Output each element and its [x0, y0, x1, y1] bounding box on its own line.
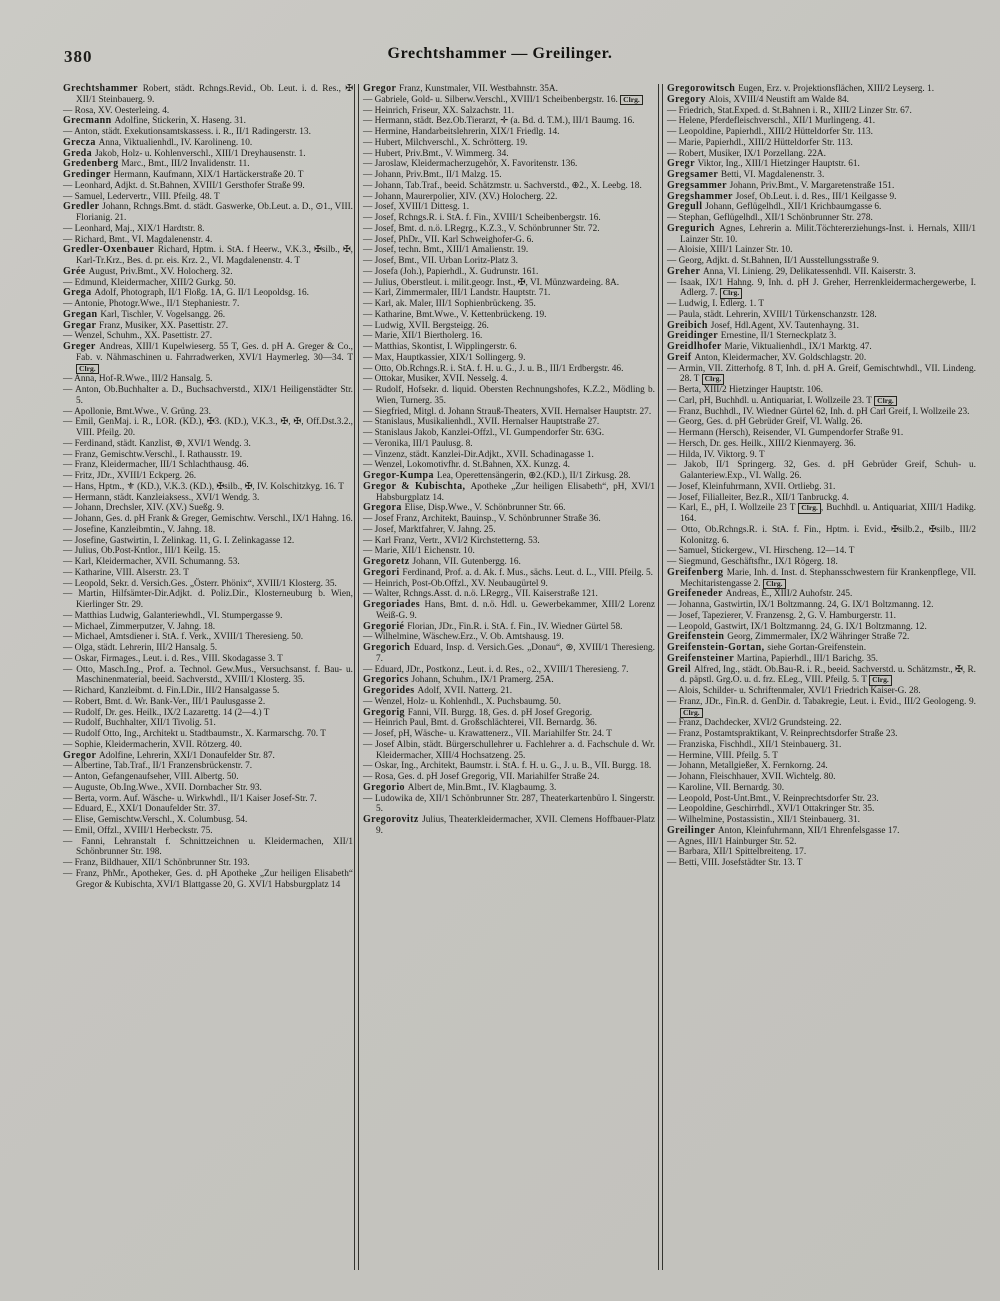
directory-entry: — Josef, Bmt. d. n.ö. LRegrg., K.Z.3., V. Schönbrunner Str. 72.	[363, 223, 600, 234]
directory-entry: — Veronika, III/1 Paulusg. 8.	[363, 438, 473, 449]
directory-entry: — Leonhard, Adjkt. d. St.Bahnen, XVIII/1 Gersthofer Straße 99.	[63, 180, 305, 191]
directory-entry: Gregsamer Betti, VI. Magdalenenstr. 3.	[667, 169, 825, 180]
directory-entry: — Hermann, städt. Bez.Ob.Tierarzt, ✛ (a. Bd. d. T.M.), III/1 Baumg. 16.	[363, 116, 635, 127]
entry-surname: Greidinger	[667, 330, 721, 342]
directory-entry: Gredenberg Marc., Bmt., III/2 Invalidenstr. 11.	[63, 158, 250, 170]
entry-surname: Gregull	[667, 201, 706, 213]
directory-entry: — Hersch, Dr. ges. Heilk., XIII/2 Kienmayerg. 36.	[667, 438, 856, 449]
directory-entry: — Anton, städt. Exekutionsamtskassess. i. R., II/1 Radingerstr. 13.	[63, 127, 311, 137]
directory-entry: — Sophie, Kleidermacherin, XVII. Rötzerg. 40.	[63, 739, 243, 750]
directory-entry: — Matthias Ludwig, Galanteriewhdl., VI. Stumpergasse 9.	[63, 610, 283, 621]
directory-entry: — Stanislaus, Musikalienhdl., XVII. Hernalser Hauptstraße 27.	[363, 417, 600, 428]
directory-entry: — Franz, Bildhauer, XII/1 Schönbrunner Str. 193.	[63, 858, 250, 868]
entry-surname: Gredler-Oxenbauer	[63, 244, 158, 256]
directory-entry: — Auguste, Ob.Ing.Wwe., XVII. Dornbacher Str. 93.	[63, 782, 262, 793]
directory-entry: Gregorié Florian, JDr., Fin.R. i. StA. f. Fin., IV. Wiedner Gürtel 58.	[363, 620, 623, 632]
page-header-title: Grechtshammer — Greilinger.	[387, 45, 613, 62]
directory-entry: Gregorovitz Julius, Theaterkleidermacher, XVII. Clemens Hoffbauer-Platz 9.	[363, 814, 655, 836]
directory-entry: Grechtshammer Robert, städt. Rchngs.Revid., Ob. Leut. i. d. Res., ✠ XII/1 Steinbauerg. 9.	[63, 83, 353, 105]
directory-entry: — Carl, pH, Buchhdl. u. Antiquariat, I. Wollzeile 23. T Clrg.	[667, 396, 976, 407]
directory-entry: — Oskar, Firmages., Leut. i. d. Res., VIII. Skodagasse 3. T	[63, 653, 283, 664]
directory-entry: Greifenberg Marie, Inh. d. Inst. d. Stephansschwestern für Krankenpflege, VII. Mechitaristengasse 2. Clrg.	[667, 566, 976, 589]
directory-entry: Gregori Ferdinand, Prof. a. d. Ak. f. Mus., sächs. Leut. d. L., VIII. Pfeilg. 5.	[363, 566, 653, 578]
directory-entry: — Oskar, Ing., Architekt, Baumstr. i. StA. f. H. u. G., J. u. B., VII. Burgg. 18.	[363, 761, 652, 772]
entry-surname: Grée	[63, 265, 89, 277]
directory-entry: — Karoline, VII. Bernardg. 30.	[667, 782, 785, 793]
directory-entry: — Josef, PhDr., VII. Karl Schweighofer-G. 6.	[363, 234, 534, 245]
directory-entry: Gregora Elise, Disp.Wwe., V. Schönbrunner Str. 66.	[363, 502, 566, 514]
directory-entry: — Stanislaus Jakob, Kanzlei-Offzl., VI. Gumpendorfer Str. 63G.	[363, 428, 605, 438]
directory-entry: Gregory Alois, XVIII/4 Neustift am Walde 84.	[667, 93, 849, 105]
directory-entry: Greifenstein-Gortan, siehe Gortan-Greifenstein.	[667, 642, 867, 653]
directory-entry: — Karl, Kleidermacher, XVII. Schumanng. 53.	[63, 557, 240, 567]
directory-entry: — Richard, Bmt., VI. Magdalenenstr. 4.	[63, 234, 213, 245]
directory-entry: Gregorio Albert de, Min.Bmt., IV. Klagbaumg. 3.	[363, 781, 557, 793]
directory-entry: Greifenstein Georg, Zimmermaler, IX/2 Währinger Straße 72.	[667, 631, 910, 643]
directory-entry: Gregor-Kumpa Lea, Operettensängerin, ⊕2.(KD.), II/1 Zirkusg. 28.	[363, 470, 631, 481]
entry-surname: Gregoriades	[363, 599, 425, 610]
directory-entry: — Michael, Zimmerputzer, V. Jahng. 18.	[63, 621, 216, 632]
directory-entry: — Josef, Marktfahrer, V. Jahng. 25.	[363, 524, 496, 535]
directory-entry: — Robert, Musiker, IX/1 Porzellang. 22A.	[667, 148, 826, 159]
directory-entry: — Betti, VIII. Josefstädter Str. 13. T	[667, 858, 803, 868]
entry-surname: Gregoretz	[363, 556, 413, 567]
directory-entry: — Hermine, Handarbeitslehrerin, XIX/1 Friedlg. 14.	[363, 127, 560, 137]
directory-entry: — Wilhelmine, Wäschew.Erz., V. Ob. Amtshausg. 19.	[363, 632, 564, 643]
directory-entry: — Leopoldine, Papierhdl., XIII/2 Hütteldorfer Str. 113.	[667, 127, 873, 137]
directory-entry: Greda Jakob, Holz- u. Kohlenverschl., XIII/1 Dreyhausenstr. 1.	[63, 147, 306, 159]
directory-entry: — Hans, Hptm., ⚜ (KD.), V.K.3. (KD.), ✠silb., ✠, IV. Kolschitzkyg. 16. T	[63, 481, 344, 492]
directory-entry: — Franz, Dachdecker, XVI/2 Grundsteing. 22.	[667, 718, 842, 729]
directory-entry: — Josef Franz, Architekt, Bauinsp., V. Schönbrunner Straße 36.	[363, 514, 601, 524]
directory-entry: — Wilhelmine, Postassistin., XII/1 Steinbauerg. 31.	[667, 815, 860, 825]
directory-entry: — Leonhard, Maj., XIX/1 Hardtstr. 8.	[63, 223, 205, 234]
directory-entry: — Otto, Ob.Rchngs.R. i. StA. f. H. u. G., J. u. B., III/1 Erdbergstr. 46.	[363, 363, 624, 374]
directory-entry: — Josefa (Joh.), Papierhdl., X. Gudrunstr. 161.	[363, 266, 539, 277]
directory-entry: — Agnes, III/1 Hainburger Str. 52.	[667, 836, 797, 847]
directory-entry: — Walter, Rchngs.Asst. d. n.ö. LRegrg., VII. Kaiserstraße 121.	[363, 589, 598, 600]
entry-surname: Gregor & Kubischta,	[363, 480, 471, 492]
directory-entry: — Stephan, Geflügelhdl., XII/1 Schönbrunner Str. 278.	[667, 213, 873, 223]
entry-surname: Gregr	[667, 158, 698, 170]
directory-entry: — Hermann, städt. Kanzleiaksess., XVI/1 Wendg. 3.	[63, 492, 260, 503]
entry-surname: Grega	[63, 287, 95, 299]
directory-entry: — Georg, Ges. d. pH Gebrüder Greif, VI. Wallg. 26.	[667, 417, 863, 428]
column-divider-2	[658, 84, 663, 1270]
entry-surname: Greifensteiner	[667, 652, 737, 664]
entry-surname: Greher	[667, 265, 704, 277]
directory-entry: — Ferdinand, städt. Kanzlist, ⊛, XVI/1 Wendg. 3.	[63, 438, 251, 449]
directory-entry: — Franz, Kleidermacher, III/1 Schlachthausg. 46.	[63, 460, 249, 471]
entry-surname: Gregshammer	[667, 190, 736, 202]
directory-entry: — Wenzel, Schuhm., XX. Pasettistr. 27.	[63, 331, 213, 342]
directory-entry: — Josef, techn. Bmt., XIII/1 Amalienstr. 19.	[363, 245, 529, 256]
directory-entry: — Heinrich, Post-Ob.Offzl., XV. Neubaugürtel 9.	[363, 578, 548, 589]
directory-entry: Gredinger Hermann, Kaufmann, XIX/1 Hartäckerstraße 20. T	[63, 169, 304, 180]
directory-entry: — Albertine, Tab.Traf., II/1 Franzensbrückenstr. 7.	[63, 761, 253, 772]
entry-surname: Gregorio	[363, 781, 408, 793]
directory-entry: — Richard, Kanzleibmt. d. Fin.LDir., III/2 Hansalgasse 5.	[63, 686, 280, 696]
directory-entry: Gregr Viktor, Ing., XIII/1 Hietzinger Hauptstr. 61.	[667, 158, 860, 170]
directory-entry: — Apollonie, Bmt.Wwe., V. Grüng. 23.	[63, 406, 211, 417]
entry-surname: Greifenstein-Gortan,	[667, 642, 768, 653]
directory-entry: — Leopoldine, Geschirrhdl., XVI/1 Ottakringer Str. 35.	[667, 804, 875, 815]
directory-entry: Grecza Anna, Viktualienhdl., IV. Karolineng. 10.	[63, 136, 253, 148]
entry-surname: Grechtshammer	[63, 83, 143, 94]
entry-surname: Gredler	[63, 201, 103, 213]
directory-entry: Grecmann Adolfine, Stickerin, X. Haseng. 31.	[63, 115, 246, 127]
directory-entry: Gregorig Fanni, VII. Burgg. 18, Ges. d. pH Josef Gregorig.	[363, 706, 593, 718]
directory-entry: Gregurich Agnes, Lehrerin a. Milit.Töchtererziehungs-Inst. i. Hernals, XIII/1 Lainzer Str. 10.	[667, 222, 976, 245]
directory-entry: — Gabriele, Gold- u. Silberw.Verschl., XVIII/1 Scheibenbergstr. 16. Clrg.	[363, 95, 655, 106]
directory-entry: Greidinger Ernestine, II/1 Sterneckplatz 3.	[667, 330, 837, 342]
directory-entry: — Franz, Postamtspraktikant, V. Reinprechtsdorfer Straße 23.	[667, 729, 898, 739]
directory-entry: — Anton, Ob.Buchhalter a. D., Buchsachverstd., XIX/1 Heiligenstädter Str. 5.	[63, 385, 353, 406]
directory-entry: — Antonie, Photogr.Wwe., II/1 Stephaniestr. 7.	[63, 299, 240, 309]
column-divider-1	[354, 84, 359, 1270]
directory-entry: — Siegfried, Mitgl. d. Johann Strauß-Theaters, XVII. Hernalser Hauptstr. 27.	[363, 406, 652, 417]
directory-entry: — Josef, Kleinfuhrmann, XVII. Ortliebg. 31.	[667, 481, 836, 492]
directory-entry: — Hermine, VIII. Pfeilg. 5. T	[667, 750, 778, 761]
directory-entry: — Olga, städt. Lehrerin, III/2 Hansalg. 5.	[63, 643, 218, 653]
directory-entry: — Franz, Gemischtw.Verschl., I. Rathausstr. 19.	[63, 449, 243, 460]
directory-entry: — Emil, Offzl., XVIII/1 Herbeckstr. 75.	[63, 825, 213, 836]
directory-entry: Grega Adolf, Photograph, II/1 Floßg. 1A, G. II/1 Leopoldsg. 16.	[63, 287, 309, 299]
directory-entry: — Samuel, Stickergew., VI. Hirscheng. 12—14. T	[667, 546, 855, 557]
directory-entry: — Helene, Pferdefleischverschl., XII/1 Murlingeng. 41.	[667, 116, 876, 127]
clearing-badge: Clrg.	[720, 288, 743, 299]
directory-entry: Gregull Johann, Geflügelhdl., XII/1 Krichbaumgasse 6.	[667, 201, 882, 213]
directory-entry: — Leopold, Gastwirt, IX/1 Boltzmanng. 24, G. IX/1 Boltzmanng. 12.	[667, 621, 927, 632]
entry-surname: Gregorics	[363, 674, 412, 686]
entry-surname: Gregorié	[363, 620, 408, 632]
entry-surname: Gregar	[63, 319, 100, 331]
directory-entry: Gregan Karl, Tischler, V. Vogelsangg. 26.	[63, 308, 226, 320]
directory-entry: — Franz, JDr., Fin.R. d. GenDir. d. Tabakregie, Leut. i. Evid., III/2 Geologeng. 9. Clrg.	[667, 696, 976, 717]
directory-entry: Greif Anton, Kleidermacher, XV. Goldschlagstr. 20.	[667, 351, 867, 363]
directory-entry: — Julius, Oberstleut. i. milit.geogr. Inst., ✠, VI. Münzwardeing. 8A.	[363, 277, 620, 288]
entry-surname: Gregorovitz	[363, 814, 423, 825]
directory-entry: Gregor Franz, Kunstmaler, VII. Westbahnstr. 35A.	[363, 83, 558, 94]
directory-entry: — Ludwig, I. Edlerg. 1. T	[667, 299, 765, 309]
directory-entry: — Heinrich, Friseur, XX. Salzachstr. 11.	[363, 105, 515, 116]
directory-entry: — Heinrich Paul, Bmt. d. Großschlächterei, VII. Bernardg. 36.	[363, 718, 598, 729]
directory-entry: — Max, Hauptkassier, XIX/1 Sollingerg. 9.	[363, 352, 526, 363]
directory-entry: — Josef, pH, Wäsche- u. Krawattenerz., VII. Mariahilfer Str. 24. T	[363, 729, 612, 739]
directory-entry: — Hubert, Priv.Bmt., V. Wimmerg. 34.	[363, 148, 509, 159]
directory-entry: Greher Anna, VI. Linieng. 29, Delikatessenhdl. VII. Kaiserstr. 3.	[667, 265, 916, 277]
directory-entry: — Karl, Zimmermaler, III/1 Landstr. Hauptstr. 71.	[363, 288, 551, 299]
directory-entry: — Julius, Ob.Post-Kntlor., III/1 Keilg. 15.	[63, 546, 221, 557]
directory-entry: — Aloisie, XIII/1 Lainzer Str. 10.	[667, 245, 793, 256]
directory-entry: — Johann, Metallgießer, X. Fernkorng. 24.	[667, 761, 828, 772]
directory-entry: — Jaroslaw, Kleidermacherzugehör, X. Favoritenstr. 136.	[363, 159, 578, 170]
directory-entry: — Josef, XVIII/1 Dittesg. 1.	[363, 202, 470, 213]
directory-entry: — Edmund, Kleidermacher, XIII/2 Gurkg. 50.	[63, 277, 236, 288]
directory-entry: — Marie, XII/1 Biertholerg. 16.	[363, 331, 483, 342]
clearing-badge: Clrg.	[702, 374, 725, 385]
directory-entry: — Leopold, Sekr. d. Versich.Ges. „Österr. Phönix“, XVIII/1 Klosterg. 35.	[63, 578, 337, 589]
entry-surname: Gregorides	[363, 685, 418, 696]
directory-entry: Gredler-Oxenbauer Richard, Hptm. i. StA. f Heerw., V.K.3., ✠silb., ✠, Karl-Tr.Krz., Bes. d. pr. eis. Krz. 2., VI. Magdalenenstr. 4. T	[63, 244, 353, 266]
directory-entry: — Emil, GenMaj. i. R., LOR. (KD.), ✠3. (KD.), V.K.3., ✠, ✠, Off.Dst.3.2., VIII. Pfeilg. 20.	[63, 417, 353, 438]
clearing-badge: Clrg.	[620, 95, 643, 106]
directory-entry: — Vinzenz, städt. Kanzlei-Dir.Adjkt., XVII. Schadinagasse 1.	[363, 449, 594, 460]
directory-entry: — Rudolf Otto, Ing., Architekt u. Stadtbaumstr., X. Karmarschg. 70. T	[63, 729, 326, 739]
directory-entry: — Ludowika de, XII/1 Schönbrunner Str. 287, Theaterkartenbüro I. Singerstr. 5.	[363, 793, 655, 815]
directory-entry: Gregoretz Johann, VII. Gutenbergg. 16.	[363, 556, 521, 567]
entry-surname: Gregor	[63, 749, 100, 761]
directory-entry: — Franz, Buchhdl., IV. Wiedner Gürtel 62, Inh. d. pH Carl Greif, I. Wollzeile 23.	[667, 406, 970, 417]
directory-entry: — Rudolf, Dr. ges. Heilk., IX/2 Lazarettg. 14 (2—4.) T	[63, 707, 270, 718]
directory-column-3	[667, 84, 976, 869]
entry-surname: Gregor-Kumpa	[363, 470, 437, 481]
directory-entry: — Josef, Tapezierer, V. Franzensg. 2, G. V. Hamburgerstr. 11.	[667, 610, 896, 621]
directory-entry: — Robert, Bmt. d. Wr. Bank-Ver., III/1 Paulusgasse 2.	[63, 696, 266, 707]
directory-entry: Greidlhofer Marie, Viktualienhdl., IX/1 Marktg. 47.	[667, 341, 872, 352]
directory-entry: — Anton, Gefangenaufseher, VIII. Albertg. 50.	[63, 772, 239, 782]
directory-entry: — Anna, Hof-R.Wwe., III/2 Hansalg. 5.	[63, 374, 213, 385]
directory-entry: — Karl, ak. Maler, III/1 Sophienbrückeng. 35.	[363, 299, 536, 309]
directory-entry: — Josefine, Gastwirtin, I. Zelinkag. 11, G. I. Zelinkagasse 12.	[63, 535, 295, 546]
directory-column-1	[63, 84, 353, 890]
directory-entry: Gredler Johann, Rchngs.Bmt. d. städt. Gaswerke, Ob.Leut. a. D., ⊙1., VIII. Florianig. 21.	[63, 201, 353, 223]
directory-entry: — Elise, Gemischtw.Verschl., X. Columbusg. 54.	[63, 815, 248, 825]
directory-entry: — Fanni, Lehranstalt f. Schnittzeichnen u. Kleidermachen, XII/1 Schönbrunner Str. 198.	[63, 836, 353, 858]
directory-entry: — Hubert, Milchverschl., X. Schrötterg. 19.	[363, 137, 528, 148]
directory-entry: — Johann, Fleischhauer, XVII. Wichtelg. 80.	[667, 772, 836, 782]
directory-entry: — Wenzel, Lokomotivfhr. d. St.Bahnen, XX. Kunzg. 4.	[363, 460, 570, 471]
directory-entry: — Eduard, JDr., Postkonz., Leut. i. d. Res., ○2., XVIII/1 Theresieng. 7.	[363, 664, 629, 675]
directory-entry: — Fritz, JDr., XVIII/1 Eckperg. 26.	[63, 471, 197, 481]
entry-surname: Gredinger	[63, 169, 114, 180]
directory-entry: — Leopold, Post-Unt.Bmt., V. Reinprechtsdorfer Str. 23.	[667, 793, 879, 804]
directory-entry: — Otto, Masch.Ing., Prof. a. Technol. Gew.Mus., Versuchsanst. f. Bau- u. Maschinenmaterial, beeid. Sachverstd., XVIII/1 Klosterg. 35.	[63, 664, 353, 686]
directory-entry: — Berta, vorm. Auf. Wäsche- u. Wirkwhdl., II/1 Kaiser Josef-Str. 7.	[63, 793, 317, 804]
directory-entry: — Katharine, VIII. Alserstr. 23. T	[63, 567, 189, 578]
directory-entry: Gregar Franz, Musiker, XX. Pasettistr. 27.	[63, 319, 229, 331]
directory-entry: — Berta, XIII/2 Hietzinger Hauptstr. 106.	[667, 385, 823, 395]
directory-entry: — Wenzel, Holz- u. Kohlenhdl., X. Puchsbaumg. 50.	[363, 696, 561, 707]
directory-entry: — Otto, Ob.Rchngs.R. i. StA. f. Fin., Hptm. i. Evid., ✠silb.2., ✠silb., III/2 Kolonitzg. 6.	[667, 524, 976, 546]
entry-surname: Gregsammer	[667, 179, 730, 191]
clearing-badge: Clrg.	[798, 503, 821, 514]
directory-entry: Greil Alfred, Ing., städt. Ob.Bau-R. i. R., beeid. Sachverstd. u. Schätzmstr., ✠, R. d. päpstl. Grg.O. u. d. frz. ELeg., VIII. Pfeilg. 5. T Clrg.	[667, 663, 977, 686]
directory-entry: — Johann, Maurerpolier, XIV. (XV.) Holocherg. 22.	[363, 191, 558, 202]
entry-surname: Gregorig	[363, 706, 408, 718]
directory-entry: — Friedrich, Stat.Exped. d. St.Bahnen i. R., XIII/2 Linzer Str. 67.	[667, 105, 912, 116]
directory-entry: — Johann, Drechsler, XIV. (XV.) Sueßg. 9.	[63, 503, 224, 514]
directory-entry: — Katharine, Bmt.Wwe., V. Kettenbrückeng. 19.	[363, 309, 547, 320]
entry-surname: Greidlhofer	[667, 341, 725, 352]
directory-entry: — Paula, städt. Lehrerin, XVIII/1 Türkenschanzstr. 128.	[667, 309, 877, 320]
directory-column-2	[363, 84, 655, 837]
directory-entry: — Ludwig, XVII. Bergsteigg. 26.	[363, 320, 489, 331]
directory-entry: — Isaak, IX/1 Hahng. 9, Inh. d. pH J. Greher, Herrenkleidermachergewerbe, I. Adlerg. 7. Clrg.	[667, 277, 976, 299]
directory-entry: — Johann, Priv.Bmt., II/1 Malzg. 15.	[363, 170, 502, 180]
directory-entry: Gregorics Johann, Schuhm., IX/1 Pramerg. 25A.	[363, 674, 554, 686]
entry-surname: Greifenstein	[667, 631, 728, 643]
directory-entry: — Rudolf, Buchhalter, XII/1 Tivolig. 51.	[63, 718, 216, 729]
directory-entry: — Michael, Amtsdiener i. StA. f. Verk., XVIII/1 Theresieng. 50.	[63, 632, 304, 643]
directory-entry: — Alois, Schilder- u. Schriftenmaler, XVI/1 Friedrich Kaiser-G. 28.	[667, 686, 921, 696]
directory-entry: — Franziska, Fischhdl., XII/1 Steinbauerg. 31.	[667, 739, 842, 750]
directory-entry: Greilinger Anton, Kleinfuhrmann, XII/1 Ehrenfelsgasse 17.	[667, 824, 900, 836]
clearing-badge: Clrg.	[874, 396, 897, 407]
directory-entry: Grée August, Priv.Bmt., XV. Holocherg. 32.	[63, 265, 233, 277]
entry-surname: Gregori	[363, 566, 403, 578]
directory-entry: — Ottokar, Musiker, XVII. Nesselg. 4.	[363, 374, 508, 385]
directory-entry: — Josef, Bmt., VII. Urban Loritz-Platz 3.	[363, 256, 519, 266]
directory-entry: — Josefine, Kanzleibmtin., V. Jahng. 18.	[63, 524, 216, 535]
directory-entry: Greifeneder Andreas, E., XIII/2 Auhofstr. 245.	[667, 588, 853, 600]
directory-entry: Greibich Josef, Hdl.Agent, XV. Tautenhayng. 31.	[667, 319, 859, 331]
clearing-badge: Clrg.	[869, 675, 892, 686]
directory-entry: — Rosa, XV. Oesterleing. 4.	[63, 105, 170, 116]
entry-surname: Greifeneder	[667, 588, 726, 600]
directory-entry: Gregsammer Johann, Priv.Bmt., V. Margaretenstraße 151.	[667, 179, 895, 191]
directory-entry: — Rudolf, Hofsekr. d. liquid. Obersten Rechnungshofes, K.Z.2., Mödling b. Wien, Turnerg. 35.	[363, 385, 655, 406]
entry-surname: Greil	[667, 663, 694, 675]
directory-entry: — Jakob, II/1 Springerg. 32, Ges. d. pH Gebrüder Greif, Schuh- u. Galanteriew.Exp., VI. Wallg. 26.	[667, 460, 976, 481]
directory-entry: — Rosa, Ges. d. pH Josef Gregorig, VII. Mariahilfer Straße 24.	[363, 772, 600, 782]
entry-surname: Greibich	[667, 319, 711, 331]
directory-entry: Greifensteiner Martina, Papierhdl., III/1 Barichg. 35.	[667, 652, 879, 664]
directory-entry: — Karl, E., pH, I. Wollzeile 23 T Clrg. , Buchhdl. u. Antiquariat, XIII/1 Hadikg. 164.	[667, 503, 977, 524]
directory-entry: — Barbara, XII/1 Spittelbreiteng. 17.	[667, 847, 807, 858]
directory-entry: — Franz, PhMr., Apotheker, Ges. d. pH Apotheke „Zur heiligen Elisabeth“ Gregor & Kubischta, XVI/1 Blattgasse 20, G. XVI/1 Habsburgplatz 14	[63, 868, 353, 890]
entry-surname: Gregsamer	[667, 169, 721, 180]
directory-entry: — Josef Albin, städt. Bürgerschullehrer u. Fachlehrer a. d. Fachschule d. Wr. Kleidermacher, XIII/4 Hochsatzeng. 25.	[363, 739, 655, 761]
directory-entry: — Johann, Tab.Traf., beeid. Schätzmstr. u. Sachverstd., ⊕2., X. Leebg. 18.	[363, 180, 642, 191]
directory-entry: — Johanna, Gastwirtin, IX/1 Boltzmanng. 24, G. IX/1 Boltzmanng. 12.	[667, 600, 934, 610]
directory-entry: — Marie, Papierhdl., XIII/2 Hütteldorfer Str. 113.	[667, 137, 853, 148]
directory-entry: Gregorides Adolf, XVII. Natterg. 21.	[363, 685, 513, 696]
entry-surname: Gregan	[63, 308, 101, 320]
directory-entry: Gregshammer Josef, Ob.Leut. i. d. Res., III/1 Keilgasse 9.	[667, 190, 897, 202]
directory-entry: — Hermann (Hersch), Reisender, VI. Gumpendorfer Straße 91.	[667, 428, 904, 438]
directory-entry: — Marie, XII/1 Eichenstr. 10.	[363, 546, 475, 557]
page-number: 380	[64, 47, 93, 66]
entry-surname: Greilinger	[667, 824, 718, 836]
directory-entry: — Karl Franz, Vertr., XVI/2 Kirchstetterng. 53.	[363, 535, 540, 546]
directory-entry: Gregor Adolfine, Lehrerin, XXI/1 Donaufelder Str. 87.	[63, 749, 275, 761]
clearing-badge: Clrg.	[76, 364, 99, 375]
clearing-badge: Clrg.	[680, 708, 703, 719]
directory-entry: — Samuel, Ledervertr., VIII. Pfeilg. 48. T	[63, 191, 220, 202]
directory-entry: — Armin, VII. Zitterhofg. 8 T, Inh. d. pH A. Greif, Gemischtwhdl., VII. Lindeng. 28. T Clrg.	[667, 363, 976, 385]
entry-surname: Gregory	[667, 93, 709, 105]
directory-entry: Gregor & Kubischta, Apotheke „Zur heiligen Elisabeth“, pH, XVI/1 Habsburgplatz 14.	[363, 480, 656, 503]
directory-entry: — Martin, Hilfsämter-Dir.Adjkt. d. Poliz.Dir., Klosterneuburg b. Wien, Kierlinger Str. 29.	[63, 589, 353, 610]
entry-surname: Gregurich	[667, 222, 720, 234]
directory-entry: Gregorich Eduard, Insp. d. Versich.Ges. „Donau“, ⊛, XVIII/1 Theresieng. 7.	[363, 642, 655, 664]
directory-entry: — Josef, Rchngs.R. i. StA. f. Fin., XVIII/1 Scheibenbergstr. 16.	[363, 213, 601, 223]
entry-surname: Gregor	[363, 83, 400, 94]
directory-entry: — Eduard, E., XXI/1 Donaufelder Str. 37.	[63, 804, 221, 815]
entry-surname: Greda	[63, 147, 95, 159]
directory-entry: — Johann, Ges. d. pH Frank & Greger, Gemischtw. Verschl., IX/1 Hahng. 16.	[63, 514, 353, 524]
directory-entry: — Matthias, Skontist, I. Wipplingerstr. 6.	[363, 342, 517, 352]
directory-entry: Gregorowitsch Eugen, Erz. v. Projektionsflächen, XIII/2 Leyserg. 1.	[667, 83, 935, 94]
entry-surname: Grecza	[63, 136, 99, 148]
directory-entry: — Josef, Filialleiter, Bez.R., XII/1 Tanbruckg. 4.	[667, 492, 849, 503]
clearing-badge: Clrg.	[763, 579, 786, 590]
directory-entry: — Hilda, IV. Viktorg. 9. T	[667, 449, 765, 460]
directory-entry: Gregoriades Hans, Bmt. d. n.ö. Hdl. u. Gewerbekammer, XIII/2 Lorenz Weiß-G. 9.	[363, 599, 655, 621]
entry-surname: Greif	[667, 351, 695, 363]
directory-entry: — Georg, Adjkt. d. St.Bahnen, II/1 Ausstellungsstraße 9.	[667, 256, 879, 266]
entry-surname: Gregorowitsch	[667, 83, 739, 94]
entry-surname: Grecmann	[63, 115, 115, 127]
entry-surname: Gredenberg	[63, 158, 122, 170]
entry-surname: Greger	[63, 341, 100, 352]
directory-entry: Greger Andreas, XIII/1 Kupelwieserg. 55 T, Ges. d. pH A. Greger & Co., Fab. v. Nähmaschinen u. Fahrradwerken, XVI/1 Haymerleg. 30—34. T Clrg.	[63, 341, 353, 373]
entry-surname: Gregorich	[363, 642, 414, 653]
directory-entry: — Siegmund, Geschäftsfhr., IX/1 Rögerg. 18.	[667, 557, 838, 567]
entry-surname: Gregora	[363, 502, 405, 514]
entry-surname: Greifenberg	[667, 566, 727, 578]
